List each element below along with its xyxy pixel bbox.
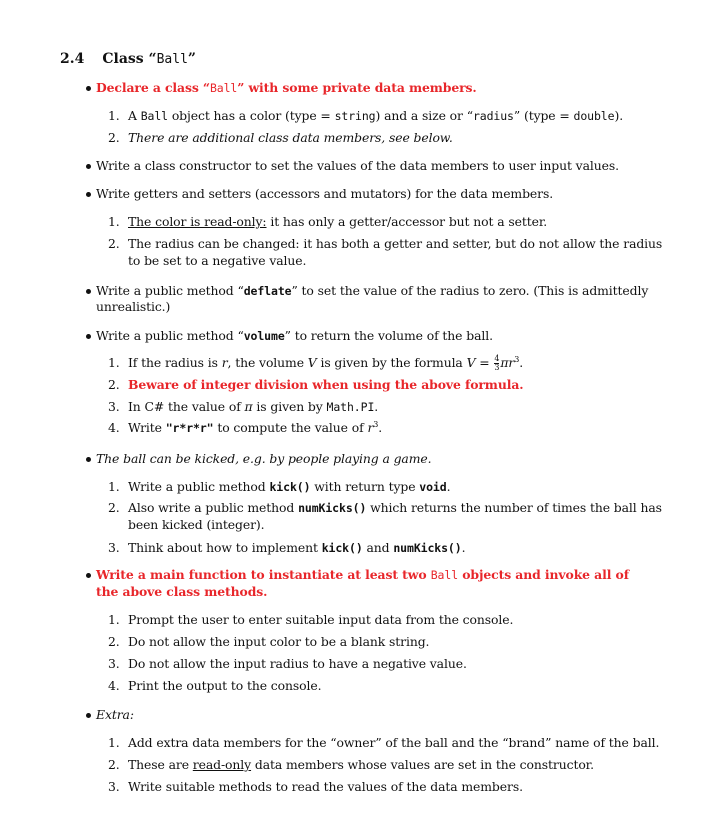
bullet-constructor: Write a class constructor to set the values of the data members to user input values. <box>96 158 619 173</box>
bullet-icon <box>86 334 91 339</box>
list-item: 2. Do not allow the input color to be a blank string. <box>108 634 430 649</box>
bullet-volume: Write a public method “volume” to return the volume of the ball. <box>96 328 493 343</box>
list-item: 1. A Ball object has a color (type = string) and a size or “radius” (type = double). <box>108 108 624 123</box>
bullet-icon <box>86 713 91 718</box>
list-item: 1. The color is read-only: it has only a getter/accessor but not a setter. <box>108 214 548 229</box>
bullet-deflate-continuation: unrealistic.) <box>96 299 171 314</box>
bullet-kicked: The ball can be kicked, e.g. by people playing a game. <box>96 451 432 466</box>
list-item-continuation: been kicked (integer). <box>128 517 265 532</box>
bullet-icon <box>86 457 91 462</box>
list-item-warning: 2. Beware of integer division when using the above formula. <box>108 377 524 392</box>
bullet-declare-class: Declare a class “Ball” with some private data members. <box>96 80 477 95</box>
bullet-icon <box>86 164 91 169</box>
bullet-main-function-continuation: the above class methods. <box>96 584 268 599</box>
list-item: 4. Write "r*r*r" to compute the value of $r^3$. <box>108 420 383 436</box>
bullet-icon <box>86 573 91 578</box>
list-item: 2. The radius can be changed: it has both a getter and setter, but do not allow the radius <box>108 236 663 251</box>
list-item: 1. Write a public method kick() with return type void. <box>108 479 451 494</box>
fraction: $\frac{4}{3}$ <box>494 354 500 373</box>
list-item: 4. Print the output to the console. <box>108 678 322 693</box>
section-heading: 2.4 Class “Ball” <box>60 51 196 67</box>
list-item: 3. Write suitable methods to read the values of the data members. <box>108 779 523 794</box>
bullet-deflate: Write a public method “deflate” to set the value of the radius to zero. (This is admittedly <box>96 283 649 298</box>
list-item: 1. Add extra data members for the “owner” of the ball and the “brand” name of the ball. <box>108 735 660 750</box>
section-number: 2.4 <box>60 51 85 67</box>
list-item: 1. If the radius is r, the volume V is given by the formula V = $\frac{4}{3}$ $\pi r^3$. <box>108 354 524 373</box>
bullet-icon <box>86 289 91 294</box>
bullet-icon <box>86 86 91 91</box>
list-item: 2. These are read-only data members whose values are set in the constructor. <box>108 757 594 772</box>
list-item-continuation: to be set to a negative value. <box>128 253 307 268</box>
list-item: 3. In C# the value of π is given by Math.PI. <box>108 399 379 414</box>
list-item: 1. Prompt the user to enter suitable input data from the console. <box>108 612 514 627</box>
list-item: 2. There are additional class data members, see below. <box>108 130 453 145</box>
bullet-main-function: Write a main function to instantiate at least two Ball objects and invoke all of <box>96 567 629 582</box>
list-item: 3. Think about how to implement kick() and numKicks(). <box>108 540 466 555</box>
bullet-icon <box>86 192 91 197</box>
list-item: 3. Do not allow the input radius to have a negative value. <box>108 656 467 671</box>
list-item: 2. Also write a public method numKicks() which returns the number of times the ball has <box>108 500 662 515</box>
bullet-extra: Extra: <box>96 707 134 722</box>
bullet-getters-setters: Write getters and setters (accessors and mutators) for the data members. <box>96 186 554 201</box>
